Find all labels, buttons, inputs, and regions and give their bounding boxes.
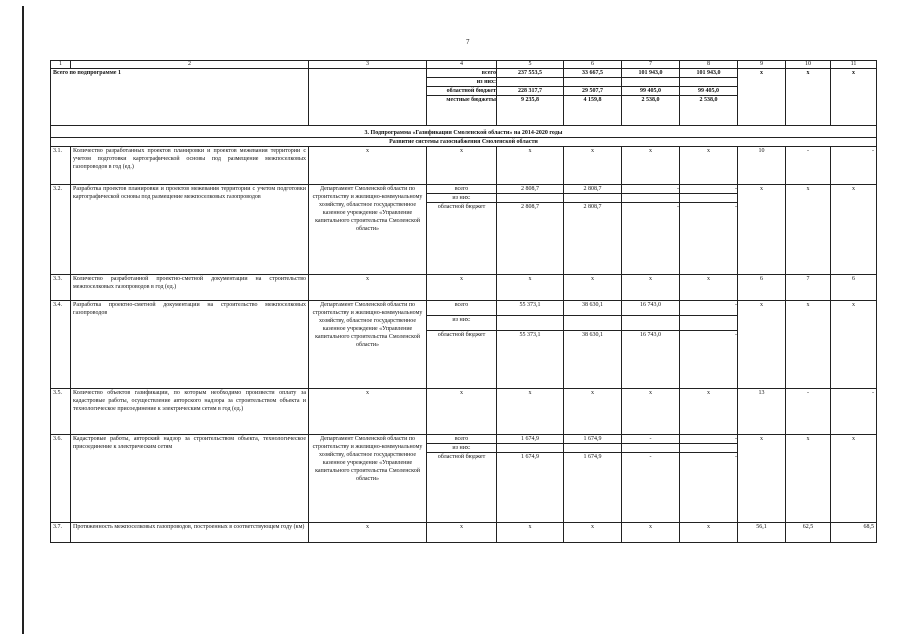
- row-value: -: [735, 454, 737, 460]
- total-value: 2 538,0: [641, 97, 660, 103]
- total-value: [564, 78, 622, 87]
- col-number: 2: [71, 61, 309, 69]
- row-number: 3.4.: [51, 301, 71, 389]
- row-value: 38 630,1: [564, 301, 622, 316]
- row-value: 2 808,7: [497, 185, 564, 194]
- row-value: -: [622, 185, 680, 194]
- type-total: всего: [427, 185, 497, 194]
- row-name: Разработка проектов планировки и проектов межевания территории с учетом подготовки картографической основы под размещение межпоселковых газопроводов: [71, 185, 309, 275]
- row-value: [622, 316, 680, 331]
- type-of-which: из них:: [427, 444, 497, 453]
- row-value: -: [622, 435, 680, 444]
- row-value: -: [680, 435, 738, 444]
- total-executor: [309, 69, 427, 126]
- total-col11: х: [831, 69, 877, 126]
- row-value: -: [786, 389, 831, 435]
- col-number: 6: [564, 61, 622, 69]
- row-name: Количество разработанных проектов планировки и проектов межевания территории с учетом подготовки картографической основы под размещение межпоселковых газопроводов в год (ед.): [71, 147, 309, 185]
- row-value: -: [831, 147, 877, 185]
- row-col8: [680, 185, 738, 275]
- total-type: всего: [427, 69, 497, 78]
- row-value: х: [427, 523, 497, 543]
- total-type: областной бюджет: [427, 87, 497, 96]
- row-name: Количество разработанной проектно-сметной документации на строительство межпоселковых газопроводов в год (ед.): [71, 275, 309, 301]
- binding-line: [22, 6, 24, 634]
- total-value: 99 405,0: [680, 87, 738, 96]
- row-value: х: [786, 435, 831, 523]
- type-regional: областной бюджет: [437, 454, 486, 460]
- total-col7: [622, 69, 680, 126]
- subprogram-title-row: [51, 126, 877, 138]
- row-value: 1 674,9: [521, 454, 539, 460]
- total-value: [622, 78, 680, 87]
- row-value: х: [309, 147, 427, 185]
- row-value: [564, 194, 622, 203]
- row-value: [497, 316, 564, 331]
- row-value: 2 808,7: [521, 204, 539, 210]
- row-value: х: [622, 275, 680, 301]
- row-value: х: [738, 301, 786, 389]
- col-number: 1: [51, 61, 71, 69]
- col-number: 8: [680, 61, 738, 69]
- row-value: х: [786, 301, 831, 389]
- total-type: из них:: [427, 78, 497, 87]
- column-number-row: [51, 61, 877, 69]
- row-value: [497, 194, 564, 203]
- row-value: [680, 316, 738, 331]
- table-row: [51, 389, 877, 435]
- row-col5: [497, 301, 564, 389]
- total-value: [680, 78, 738, 87]
- row-value: х: [738, 185, 786, 275]
- row-name: Протяженность межпоселковых газопроводов, построенных в соответствующем году (км): [71, 523, 309, 543]
- row-executor: Департамент Смоленской области по строительству и жилищно-коммунальному хозяйству, областное государственное казенное учреждение «Управление капитального строительства Смоленской области»: [309, 435, 427, 523]
- subprogram-total-row: [51, 69, 877, 126]
- total-value: 29 507,7: [564, 87, 622, 96]
- row-value: х: [497, 147, 564, 185]
- section-title: Развитие системы газоснабжения Смоленской области: [51, 138, 877, 147]
- total-value: 33 667,5: [564, 69, 622, 78]
- row-col7: [622, 301, 680, 389]
- row-number: 3.7.: [51, 523, 71, 543]
- total-value: 99 405,0: [622, 87, 680, 96]
- row-name: Количество объектов газификации, по которым необходимо произвести оплату за кадастровые работы, осуществление авторского надзора за строительством объекта и технологическое присоединение к электрическим сетям в год (ед.): [71, 389, 309, 435]
- row-value: -: [680, 185, 738, 194]
- row-col8: [680, 435, 738, 523]
- row-value: -: [735, 204, 737, 210]
- row-value: х: [622, 389, 680, 435]
- row-value: [564, 444, 622, 453]
- row-value: [622, 194, 680, 203]
- page-number: 7: [466, 38, 470, 46]
- row-value: 16 743,0: [640, 332, 661, 338]
- row-value: х: [309, 389, 427, 435]
- row-value: 10: [738, 147, 786, 185]
- row-value: [680, 194, 738, 203]
- row-value: х: [564, 147, 622, 185]
- type-regional: областной бюджет: [437, 332, 486, 338]
- type-of-which: из них:: [427, 316, 497, 331]
- row-value: 38 630,1: [582, 332, 603, 338]
- subprogram-title: 3. Подпрограмма «Газификация Смоленской области» на 2014-2020 годы: [51, 126, 877, 138]
- total-value: 4 159,8: [583, 97, 602, 103]
- row-number: 3.2.: [51, 185, 71, 275]
- row-value: -: [831, 389, 877, 435]
- row-value: 1 674,9: [583, 454, 602, 460]
- row-value: х: [564, 389, 622, 435]
- row-value: -: [680, 301, 738, 316]
- row-value: х: [427, 389, 497, 435]
- row-value: [497, 444, 564, 453]
- row-number: 3.5.: [51, 389, 71, 435]
- row-value: 16 743,0: [622, 301, 680, 316]
- row-value: 55 373,1: [519, 332, 541, 338]
- row-value: 2 808,7: [583, 204, 602, 210]
- total-type: местные бюджеты: [446, 97, 496, 103]
- table-row: [51, 275, 877, 301]
- row-value: х: [497, 523, 564, 543]
- total-type-cell: [427, 69, 497, 126]
- row-col6: [564, 185, 622, 275]
- col-number: 5: [497, 61, 564, 69]
- row-col8: [680, 301, 738, 389]
- row-value: 55 373,1: [497, 301, 564, 316]
- program-table: [50, 60, 877, 543]
- row-value: [564, 316, 622, 331]
- total-col5: [497, 69, 564, 126]
- type-regional: областной бюджет: [437, 204, 486, 210]
- row-number: 3.1.: [51, 147, 71, 185]
- row-value: х: [309, 275, 427, 301]
- row-value: [680, 444, 738, 453]
- row-number: 3.6.: [51, 435, 71, 523]
- total-value: [497, 78, 564, 87]
- total-label: Всего по подпрограмме 1: [51, 69, 309, 126]
- row-value: 1 674,9: [564, 435, 622, 444]
- total-value: 9 235,8: [521, 97, 539, 103]
- total-value: 2 538,0: [699, 97, 718, 103]
- row-col6: [564, 435, 622, 523]
- type-total: всего: [427, 301, 497, 316]
- row-value: х: [427, 147, 497, 185]
- row-value: х: [427, 275, 497, 301]
- row-name: Кадастровые работы, авторский надзор за строительством объекта, технологическое присоединение к электрическим сетям: [71, 435, 309, 523]
- row-number: 3.3.: [51, 275, 71, 301]
- row-type-cell: [427, 435, 497, 523]
- row-col6: [564, 301, 622, 389]
- row-value: х: [831, 301, 877, 389]
- row-col5: [497, 185, 564, 275]
- row-value: 6: [738, 275, 786, 301]
- total-col9: х: [738, 69, 786, 126]
- row-value: х: [680, 523, 738, 543]
- table-row: [51, 301, 877, 389]
- col-number: 11: [831, 61, 877, 69]
- row-value: х: [680, 147, 738, 185]
- row-value: х: [680, 275, 738, 301]
- row-value: х: [680, 389, 738, 435]
- row-type-cell: [427, 185, 497, 275]
- row-value: х: [831, 435, 877, 523]
- table-row: [51, 435, 877, 523]
- row-value: х: [786, 185, 831, 275]
- row-value: х: [497, 275, 564, 301]
- total-col10: х: [786, 69, 831, 126]
- total-col6: [564, 69, 622, 126]
- row-type-cell: [427, 301, 497, 389]
- col-number: 4: [427, 61, 497, 69]
- row-col5: [497, 435, 564, 523]
- row-value: х: [622, 523, 680, 543]
- type-of-which: из них:: [427, 194, 497, 203]
- row-value: -: [649, 454, 652, 460]
- row-executor: Департамент Смоленской области по строительству и жилищно-коммунальному хозяйству, областное государственное казенное учреждение «Управление капитального строительства Смоленской области»: [309, 185, 427, 275]
- type-total: всего: [427, 435, 497, 444]
- row-value: х: [831, 185, 877, 275]
- row-col7: [622, 185, 680, 275]
- row-value: 13: [738, 389, 786, 435]
- row-executor: Департамент Смоленской области по строительству и жилищно-коммунальному хозяйству, областное государственное казенное учреждение «Управление капитального строительства Смоленской области»: [309, 301, 427, 389]
- row-value: х: [564, 275, 622, 301]
- total-value: 237 553,5: [497, 69, 564, 78]
- table-row: [51, 523, 877, 543]
- col-number: 10: [786, 61, 831, 69]
- row-value: 68,5: [831, 523, 877, 543]
- row-value: 7: [786, 275, 831, 301]
- row-value: 1 674,9: [497, 435, 564, 444]
- row-value: х: [564, 523, 622, 543]
- row-value: х: [622, 147, 680, 185]
- section-title-row: [51, 138, 877, 147]
- row-name: Разработка проектно-сметной документации на строительство межпоселковых газопроводов: [71, 301, 309, 389]
- row-col7: [622, 435, 680, 523]
- col-number: 9: [738, 61, 786, 69]
- row-value: -: [735, 332, 737, 338]
- row-value: 56,1: [738, 523, 786, 543]
- row-value: 6: [831, 275, 877, 301]
- row-value: х: [497, 389, 564, 435]
- row-value: 62,5: [786, 523, 831, 543]
- total-value: 228 317,7: [497, 87, 564, 96]
- row-value: х: [738, 435, 786, 523]
- row-value: х: [309, 523, 427, 543]
- total-value: 101 943,0: [622, 69, 680, 78]
- table-row: [51, 147, 877, 185]
- total-col8: [680, 69, 738, 126]
- row-value: -: [786, 147, 831, 185]
- row-value: 2 808,7: [564, 185, 622, 194]
- row-value: [622, 444, 680, 453]
- total-value: 101 943,0: [680, 69, 738, 78]
- table-row: [51, 185, 877, 275]
- col-number: 7: [622, 61, 680, 69]
- row-value: -: [677, 204, 679, 210]
- col-number: 3: [309, 61, 427, 69]
